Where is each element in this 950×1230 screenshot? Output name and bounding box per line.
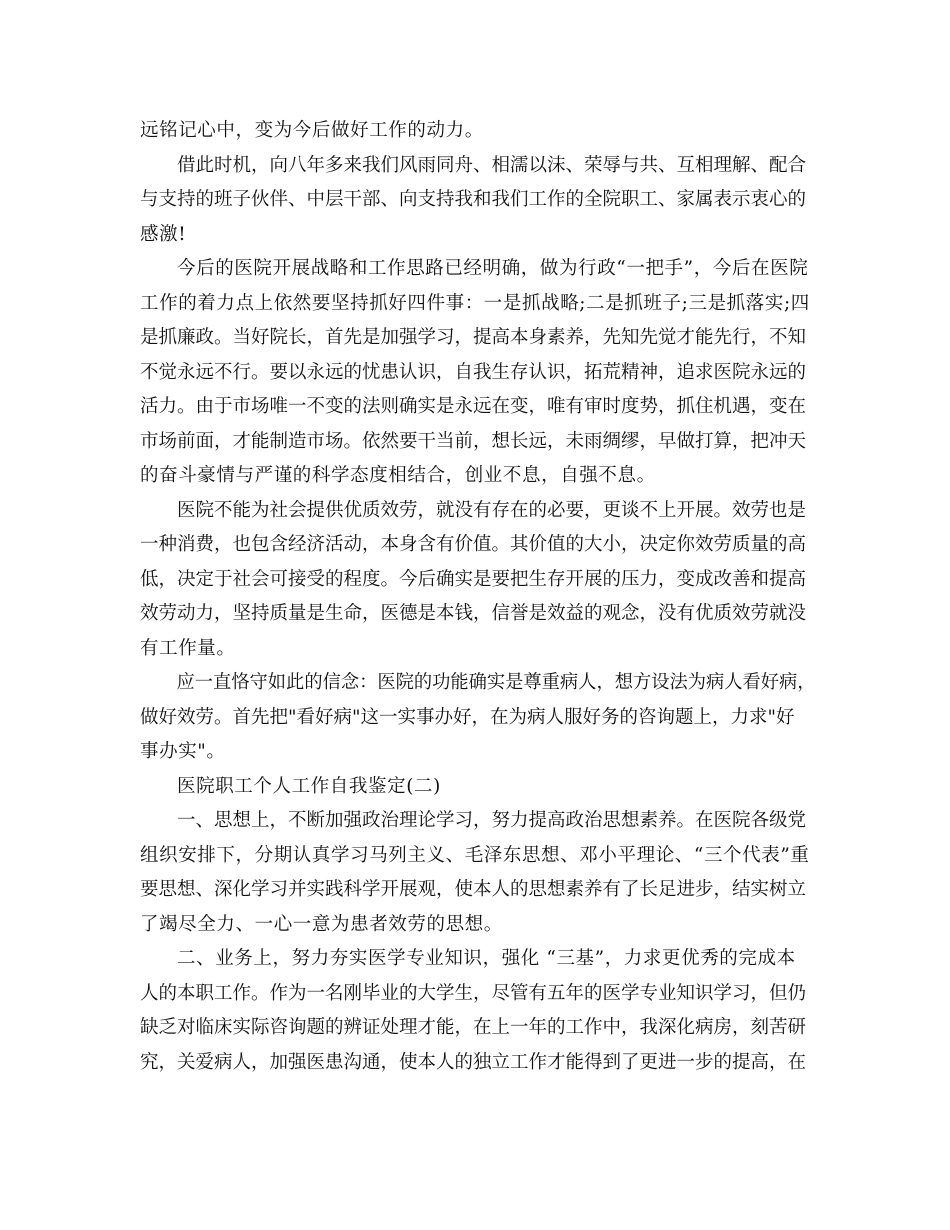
text-line: 感激! xyxy=(140,223,187,245)
text-line: 低，决定于社会可接受的程度。今后确实是要把生存开展的压力，变成改善和提高 xyxy=(140,568,807,590)
text-line: 的奋斗豪情与严谨的科学态度相结合，创业不息，自强不息。 xyxy=(140,465,656,486)
text-line: 二、业务上，努力夯实医学专业知识，强化 “三基”，力求更优秀的完成本 xyxy=(177,948,796,969)
text-line: 医院不能为社会提供优质效劳，就没有存在的必要，更谈不上开展。效劳也是 xyxy=(177,499,807,521)
text-line: 工作的着力点上依然要坚持抓好四件事：一是抓战略;二是抓班子;三是抓落实;四 xyxy=(140,292,810,314)
text-line: 市场前面，才能制造市场。依然要干当前，想长远，未雨绸缪，早做打算，把冲天 xyxy=(140,430,807,452)
text-line: 有工作量。 xyxy=(140,637,236,659)
text-line: 事办实"。 xyxy=(140,741,226,762)
text-line: 借此时机，向八年多来我们风雨同舟、相濡以沫、荣辱与共、互相理解、配合 xyxy=(177,154,807,176)
section-heading: 医院职工个人工作自我鉴定(二) xyxy=(177,775,441,797)
text-line: 不觉永远不行。要以永远的忧患认识，自我生存认识，拓荒精神，追求医院永远的 xyxy=(140,361,807,383)
text-line: 一、思想上，不断加强政治理论学习，努力提高政治思想素养。在医院各级党 xyxy=(177,810,807,831)
text-line: 活力。由于市场唯一不变的法则确实是永远在变，唯有审时度势，抓住机遇，变在 xyxy=(140,396,807,417)
text-line: 效劳动力，坚持质量是生命，医德是本钱，信誉是效益的观念，没有优质效劳就没 xyxy=(140,603,807,624)
text-line: 要思想、深化学习并实践科学开展观，使本人的思想素养有了长足进步，结实树立 xyxy=(140,879,807,900)
text-line: 远铭记心中，变为今后做好工作的动力。 xyxy=(140,120,484,141)
text-line: 了竭尽全力、一心一意为患者效劳的思想。 xyxy=(140,913,503,935)
text-line: 与支持的班子伙伴、中层干部、向支持我和我们工作的全院职工、家属表示衷心的 xyxy=(140,189,807,210)
text-line: 应一直恪守如此的信念：医院的功能确实是尊重病人，想方设法为病人看好病， xyxy=(176,672,816,693)
text-line: 组织安排下，分期认真学习马列主义、毛泽东思想、邓小平理论、“三个代表”重 xyxy=(140,844,810,866)
text-line: 一种消费，也包含经济活动，本身含有价值。其价值的大小，决定你效劳质量的高 xyxy=(140,534,807,555)
text-line: 人的本职工作。作为一名刚毕业的大学生，尽管有五年的医学专业知识学习，但仍 xyxy=(140,982,807,1004)
text-line: 是抓廉政。当好院长，首先是加强学习，提高本身素养，先知先觉才能先行，不知 xyxy=(140,327,807,348)
text-line: 缺乏对临床实际咨询题的辨证处理才能，在上一年的工作中，我深化病房，刻苦研 xyxy=(140,1017,807,1038)
document-body xyxy=(140,114,816,1080)
text-line: 今后的医院开展战略和工作思路已经明确，做为行政“一把手”，今后在医院 xyxy=(177,258,809,279)
text-line: 做好效劳。首先把"看好病"这一实事办好，在为病人服好务的咨询题上，力求"好 xyxy=(140,706,795,728)
text-line: 究，关爱病人，加强医患沟通，使本人的独立工作才能得到了更进一步的提高，在 xyxy=(140,1051,807,1073)
